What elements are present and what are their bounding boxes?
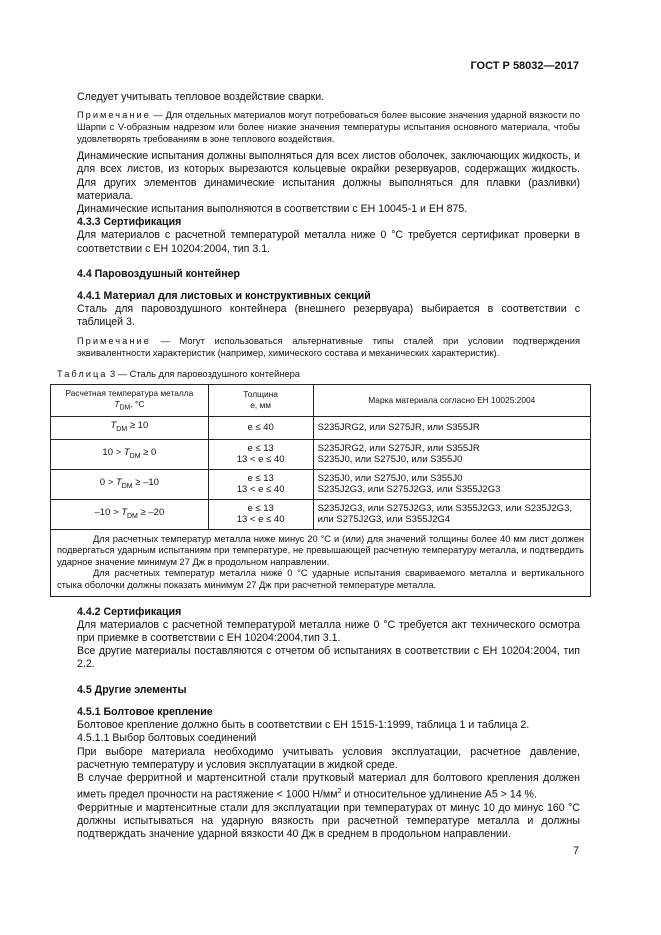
- header-thickness: Толщина e, мм: [208, 384, 313, 417]
- cell-grade: S235JRG2, или S275JR, или S355JR: [313, 417, 590, 439]
- header-temperature: Расчетная температура металла $T_{DM}$, °С: [51, 384, 209, 417]
- table-caption-text: 3 — Сталь для паровоздушного контейнера: [107, 368, 300, 379]
- paragraph: Для материалов с расчетной температурой металла ниже 0 °С требуется сертификат проверки в соответствии с ЕН 10204:2004, тип 3.1.: [77, 229, 580, 255]
- page-number: 7: [573, 845, 579, 857]
- table-note: [51, 529, 591, 596]
- paragraph: Динамические испытания должны выполняться для всех листов оболочек, заключающих жидкость, и для всех листов, из которых вырезаются кольцевые окрайки резервуаров, содержащих жидкость. Для других элементов динамические испытания должны выполняться для плавки (разливки) материала.: [77, 150, 580, 202]
- cell-thickness: e ≤ 13 13 < e ≤ 40: [208, 499, 313, 529]
- table-caption: [57, 368, 580, 380]
- header-grade: Марка материала согласно ЕН 10025:2004: [313, 384, 590, 417]
- section-heading: 4.3.3 Сертификация: [77, 216, 182, 229]
- note-text: — Могут использоваться альтернативные типы сталей при условии подтверждения эквивалентности характеристик (например, химического состава и механических характеристик).: [77, 335, 580, 358]
- note: [77, 109, 580, 145]
- paragraph: Следует учитывать тепловое воздействие сварки.: [77, 91, 325, 103]
- page-content: [57, 91, 584, 841]
- cell-grade: S235J0, или S275J0, или S355J0 S235J2G3, или S275J2G3, или S355J2G3: [313, 469, 590, 499]
- cell-thickness: e ≤ 13 13 < e ≤ 40: [208, 439, 313, 469]
- paragraph: Динамические испытания выполняются в соответствии с ЕН 10045-1 и ЕН 875.: [77, 203, 468, 216]
- cell-temperature: $0 > T_{DM} \ge -10$: [51, 469, 209, 499]
- paragraph: Для материалов с расчетной температурой металла ниже 0 °С требуется акт технического осмотра при приемке в соответствии с ЕН 10204:2004,тип 3.1.: [77, 618, 580, 645]
- cell-temperature: $-10 > T_{DM} \ge -20$: [51, 499, 209, 529]
- cell-thickness: e ≤ 40: [208, 417, 313, 439]
- table-row: [51, 439, 591, 469]
- note-text: — Для отдельных материалов могут потребоваться более высокие значения ударной вязкости по Шарпи с V-образным надрезом или более низкие значения температуры испытания основного материала, чтобы удовлетворять требованиям в зоне теплового воздействия.: [77, 110, 580, 145]
- section-heading: 4.4 Паровоздушный контейнер: [77, 267, 240, 280]
- paragraph: Все другие материалы поставляются с отчетом об испытаниях в соответствии с ЕН 10204:2004, тип 2.2.: [77, 645, 580, 671]
- note-label: Примечание: [77, 110, 151, 121]
- note: [77, 335, 580, 359]
- table-row: [51, 499, 591, 529]
- cell-temperature: $T_{DM} \ge 10$: [51, 417, 209, 439]
- paragraph: В случае ферритной и мартенситной стали прутковый материал для болтового крепления должен иметь предел прочности на растяжение < 1000 $Н/мм^2$ и относительное удлинение A5 > 14 %.: [77, 771, 580, 801]
- table-row: [51, 417, 591, 439]
- cell-grade: S235JRG2, или S275JR, или S355JR S235J0, или S275J0, или S355J0: [313, 439, 590, 469]
- section-heading: 4.4.2 Сертификация: [77, 605, 182, 618]
- note-label: Примечание: [77, 335, 151, 346]
- standard-header: ГОСТ Р 58032—2017: [470, 60, 579, 72]
- paragraph: Болтовое крепление должно быть в соответствии с ЕН 1515-1:1999, таблица 1 и таблица 2.: [77, 719, 530, 732]
- cell-thickness: e ≤ 13 13 < e ≤ 40: [208, 469, 313, 499]
- table-header-row: [51, 384, 591, 417]
- table-note-row: [51, 529, 591, 596]
- section-heading: 4.5 Другие элементы: [77, 683, 187, 696]
- paragraph: Ферритные и мартенситные стали для эксплуатации при температурах от минус 10 до минус 160 °С должны испытываться на ударную вязкость при расчетной температуре металла и должны подтверждать значение ударной вязкости 40 Дж в среднем в продольном направлении.: [77, 801, 580, 841]
- paragraph: Сталь для паровоздушного контейнера (внешнего резервуара) выбирается в соответствии с таблицей 3.: [77, 303, 580, 329]
- section-heading: 4.5.1 Болтовое крепление: [77, 705, 213, 718]
- table-note-paragraph: Для расчетных температур металла ниже минус 20 °С и (или) для значений толщины более 40 мм лист должен подвергаться ударным испытаниям при температуре, не превышающей расчетную температуру металла, и подтвердить ударное значение минимум 27 Дж в продольном направлении.: [57, 533, 584, 567]
- table-caption-label: Таблица: [57, 368, 108, 379]
- table-row: [51, 469, 591, 499]
- cell-temperature: $10 > T_{DM} \ge 0$: [51, 439, 209, 469]
- paragraph: 4.5.1.1 Выбор болтовых соединений: [77, 732, 257, 745]
- cell-grade: S235J2G3, или S275J2G3, или S355J2G3, или S235J2G3, или S275J2G3, или S355J2G4: [313, 499, 590, 529]
- steel-table: [50, 384, 591, 597]
- paragraph: При выборе материала необходимо учитывать условия эксплуатации, расчетное давление, расчетную температуру и условия эксплуатации в жидкой среде.: [77, 745, 580, 771]
- table-note-paragraph: Для расчетных температур металла ниже 0 °С ударные испытания свариваемого металла и вертикального стыка оболочки должны показать минимум 27 Дж при расчетной температуре металла.: [57, 568, 584, 591]
- section-heading: 4.4.1 Материал для листовых и конструктивных секций: [77, 290, 371, 303]
